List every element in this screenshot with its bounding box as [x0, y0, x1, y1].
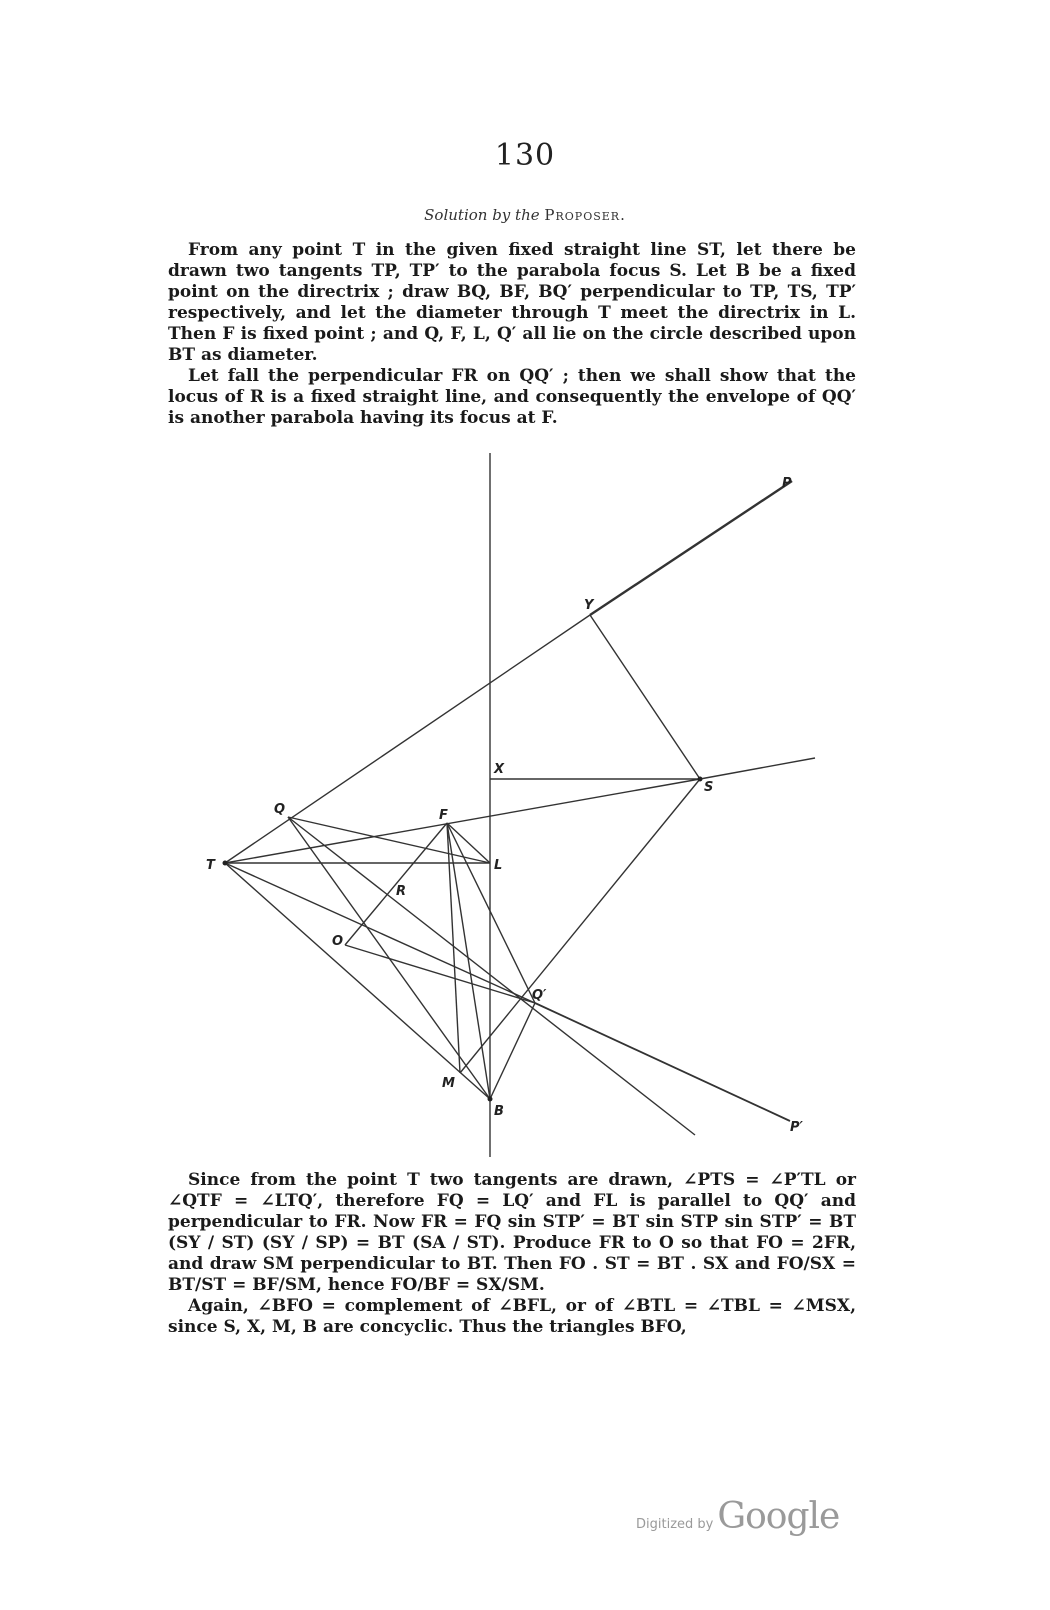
point-s	[698, 777, 703, 782]
solution-heading	[0, 206, 1050, 224]
label-t: T	[206, 858, 215, 873]
label-x: X	[494, 762, 505, 777]
label-l: L	[494, 858, 503, 873]
label-f: F	[439, 808, 448, 823]
google-logo: Google	[717, 1496, 840, 1537]
label-m: M	[442, 1076, 455, 1091]
line-ts-extended	[700, 758, 815, 779]
line-sy	[590, 615, 700, 779]
tangent-tp2	[225, 863, 535, 1003]
point-b	[488, 1097, 493, 1102]
heading-prefix: Solution by the	[424, 206, 540, 224]
line-sm	[460, 779, 700, 1073]
paragraph: Let fall the perpendicular FR on QQ′ ; then we shall show that the locus of R is a fixed straight line, and consequently the envelope of QQ′ is another parabola having its focus at F.	[168, 366, 856, 428]
paragraph: Since from the point T two tangents are drawn, ∠PTS = ∠P′TL or ∠QTF = ∠LTQ′, therefore FQ = LQ′ and FL is parallel to QQ′ and perpendicular to FR. Now FR = FQ sin STP′ = BT sin STP sin STP′ = BT (SY / ST) (SY / SP) = BT (SA / ST). Produce FR to O so that FO = 2FR, and draw SM perpendicular to BT. Then FO . ST = BT . SX and FO/SX = BT/ST = BF/SM, hence FO/BF = SX/SM.	[168, 1170, 856, 1295]
label-p: P	[782, 476, 792, 491]
label-p2: P′	[790, 1120, 803, 1135]
line-qq2	[288, 817, 695, 1135]
digitized-footer	[636, 1496, 839, 1537]
tangent-tp	[225, 615, 590, 863]
label-o: O	[332, 934, 344, 949]
text-block-top	[168, 240, 856, 429]
label-q: Q	[274, 802, 286, 817]
line-ts	[225, 779, 700, 863]
line-fl	[447, 823, 490, 863]
label-s: S	[704, 780, 714, 795]
tangent-tp-bold	[590, 481, 792, 615]
point-t	[223, 861, 228, 866]
line-oq2	[345, 945, 535, 1003]
digitized-text: Digitized by	[636, 1517, 714, 1532]
tangent-tp2-extended	[535, 1003, 790, 1121]
text-block-bottom	[168, 1170, 856, 1338]
label-y: Y	[584, 598, 594, 613]
label-b: B	[494, 1104, 504, 1119]
label-q2: Q′	[532, 988, 547, 1003]
label-r: R	[396, 884, 407, 899]
page-number: 130	[494, 138, 556, 173]
geometry-figure	[160, 445, 860, 1165]
paragraph: From any point T in the given fixed straight line ST, let there be drawn two tangents TP, TP′ to the parabola focus S. Let B be a fixed point on the directrix ; draw BQ, BF, BQ′ perpendicular to TP, TS, TP′ respectively, and let the diameter through T meet the directrix in L. Then F is fixed point ; and Q, F, L, Q′ all lie on the circle described upon BT as diameter.	[168, 240, 856, 365]
line-bf	[447, 823, 490, 1099]
heading-name: Proposer.	[544, 206, 626, 224]
line-bq2	[490, 1003, 535, 1099]
paragraph: Again, ∠BFO = complement of ∠BFL, or of ∠BTL = ∠TBL = ∠MSX, since S, X, M, B are concyclic. Thus the triangles BFO,	[168, 1296, 856, 1337]
